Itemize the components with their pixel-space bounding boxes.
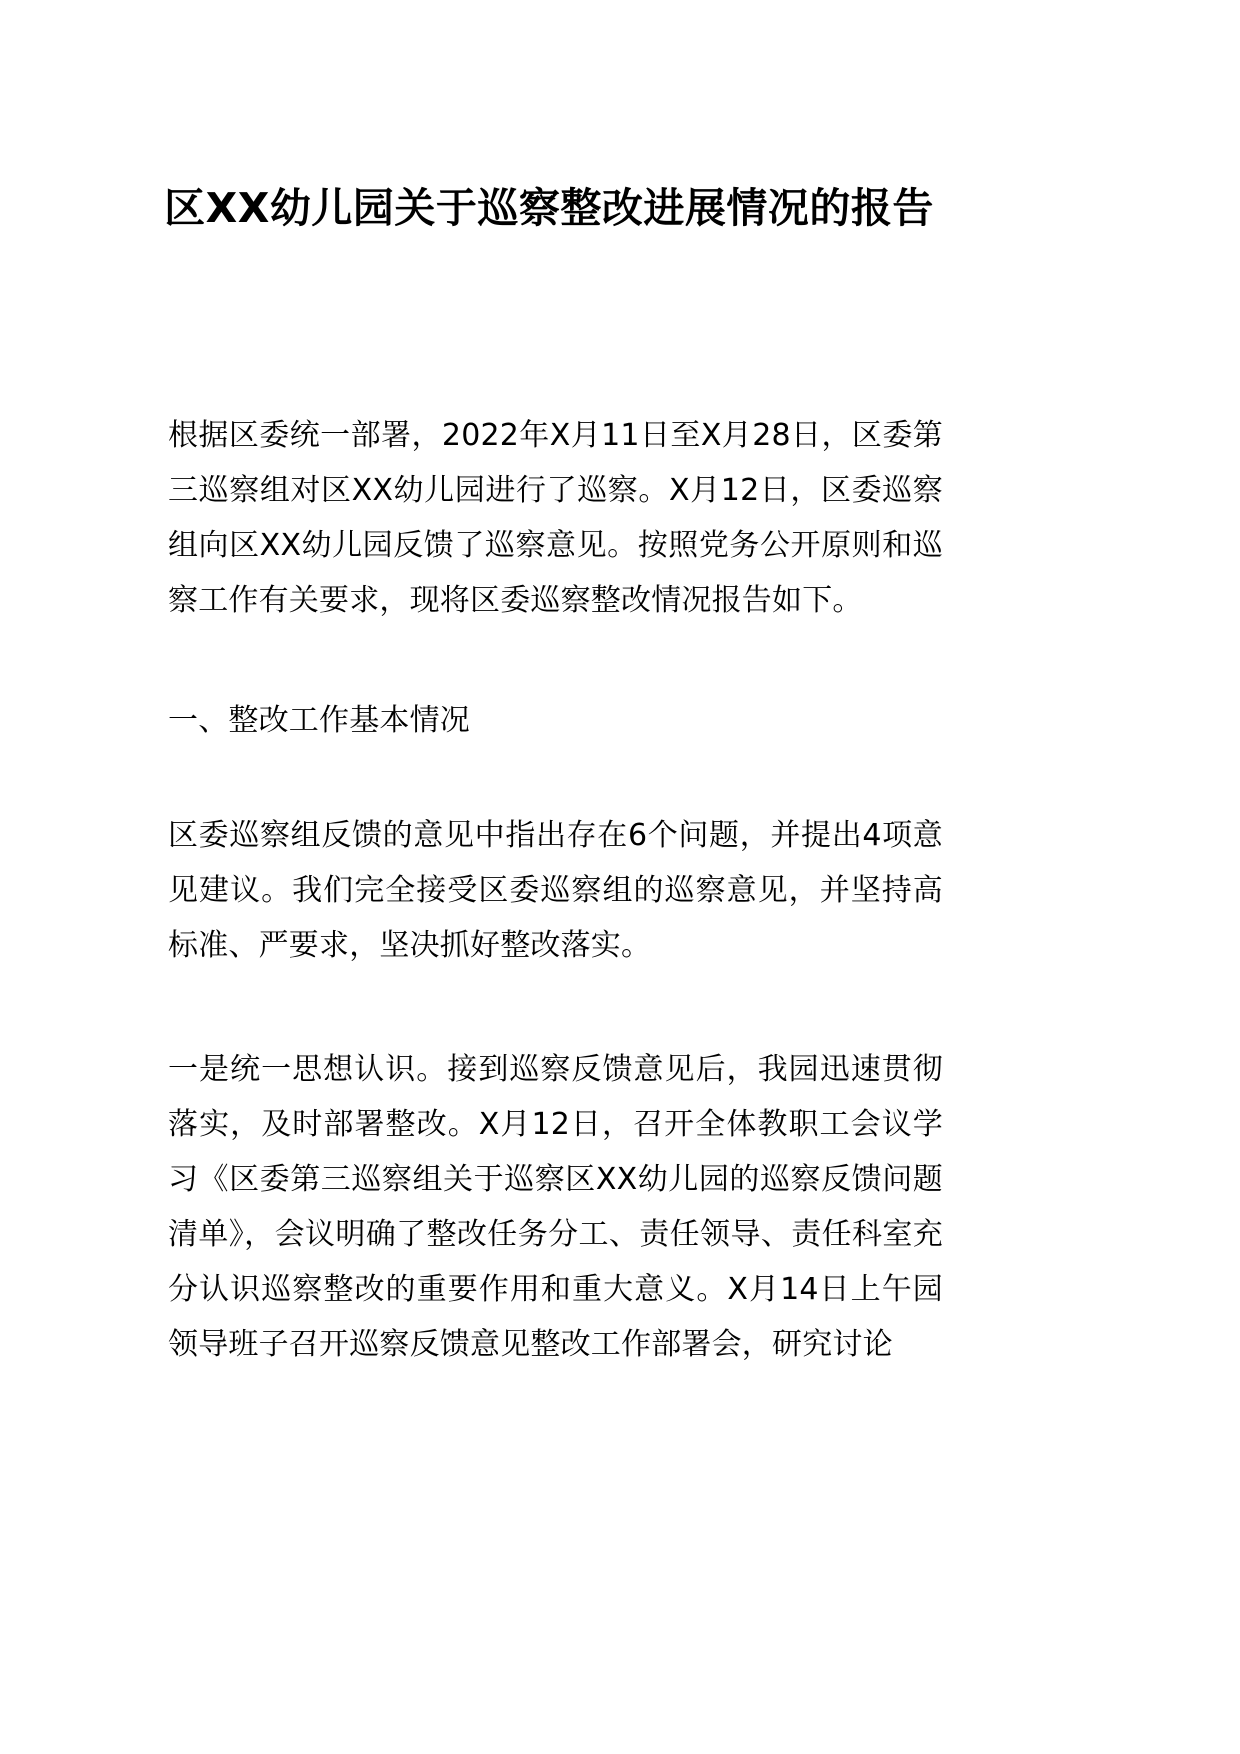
paragraph-overview: 区委巡察组反馈的意见中指出存在6个问题，并提出4项意见建议。我们完全接受区委巡察组的巡察意见，并坚持高标准、严要求，坚决抓好整改落实。 [168,818,943,963]
section-heading: 一、整改工作基本情况 [168,703,470,738]
paragraph-intro: 根据区委统一部署，2022年X月11日至X月28日，区委第三巡察组对区XX幼儿园进行了巡察。X月12日，区委巡察组向区XX幼儿园反馈了巡察意见。按照党务公开原则和巡察工作有关要求，现将区委巡察整改情况报告如下。 [168,418,943,618]
document-title: 区XX幼儿园关于巡察整改进展情况的报告 [164,184,934,232]
paragraph-unify-thinking: 一是统一思想认识。接到巡察反馈意见后，我园迅速贯彻落实，及时部署整改。X月12日，召开全体教职工会议学习《区委第三巡察组关于巡察区XX幼儿园的巡察反馈问题清单》，会议明确了整改任务分工、责任领导、责任科室充分认识巡察整改的重要作用和重大意义。X月14日上午园领导班子召开巡察反馈意见整改工作部署会，研究讨论 [168,1052,943,1362]
